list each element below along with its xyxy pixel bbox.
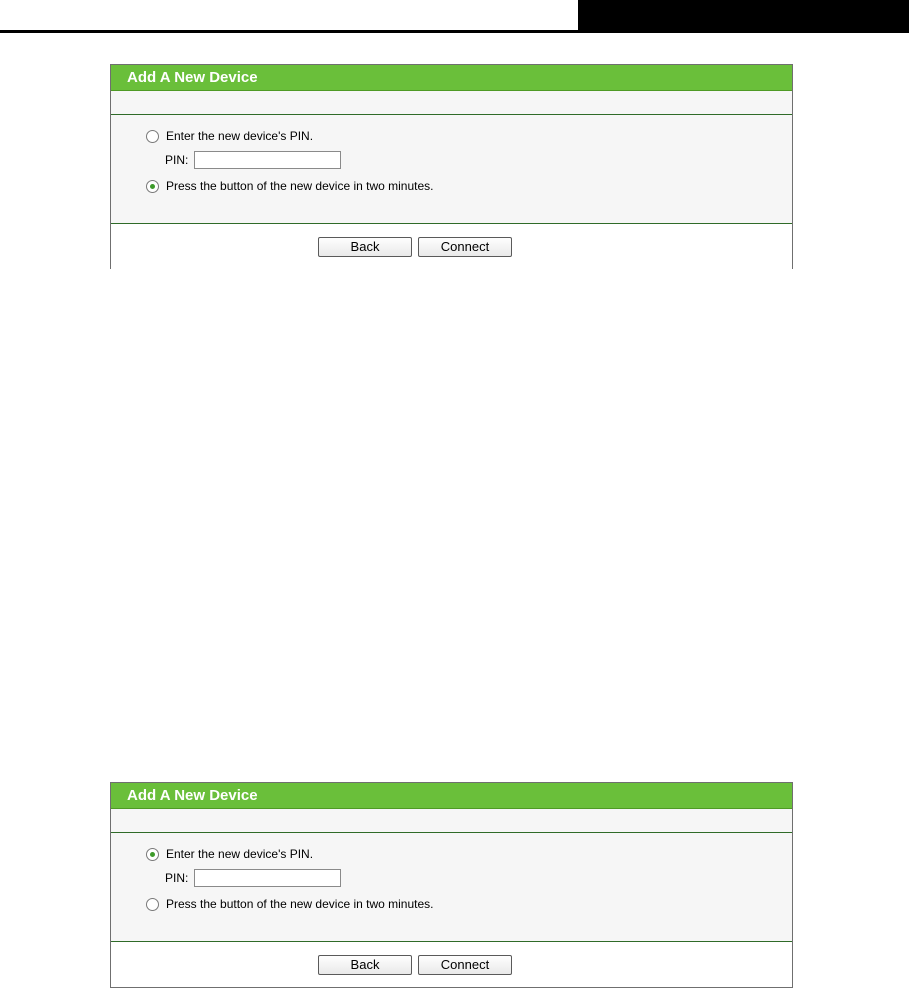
back-button[interactable]: Back [318, 237, 412, 257]
pin-label: PIN: [165, 871, 189, 885]
panel-body [111, 115, 792, 224]
radio-enter-pin[interactable] [146, 130, 159, 143]
pin-label: PIN: [165, 153, 189, 167]
option-enter-pin-label: Enter the new device's PIN. [166, 847, 314, 861]
header-rule [0, 30, 578, 33]
add-device-panel-1 [110, 64, 793, 269]
connect-button[interactable]: Connect [418, 955, 512, 975]
panel-spacer-row [111, 91, 792, 115]
connect-button[interactable]: Connect [418, 237, 512, 257]
header-black-block [578, 0, 909, 33]
panel-spacer-row [111, 809, 792, 833]
back-button[interactable]: Back [318, 955, 412, 975]
option-enter-pin[interactable] [146, 846, 313, 862]
panel-footer [111, 942, 792, 987]
option-push-button[interactable] [146, 896, 433, 912]
option-push-button-label: Press the button of the new device in two minutes. [166, 897, 434, 911]
add-device-panel-2 [110, 782, 793, 988]
pin-row [165, 150, 341, 170]
radio-push-button[interactable] [146, 898, 159, 911]
pin-row [165, 868, 341, 888]
panel-body [111, 833, 792, 942]
radio-push-button[interactable] [146, 180, 159, 193]
option-enter-pin[interactable] [146, 128, 313, 144]
pin-input[interactable] [194, 869, 341, 887]
option-push-button[interactable] [146, 178, 433, 194]
panel-title: Add A New Device [111, 783, 792, 809]
pin-input[interactable] [194, 151, 341, 169]
radio-enter-pin[interactable] [146, 848, 159, 861]
option-push-button-label: Press the button of the new device in two minutes. [166, 179, 434, 193]
option-enter-pin-label: Enter the new device's PIN. [166, 129, 314, 143]
document-header [0, 0, 909, 33]
panel-title: Add A New Device [111, 65, 792, 91]
panel-footer [111, 224, 792, 269]
